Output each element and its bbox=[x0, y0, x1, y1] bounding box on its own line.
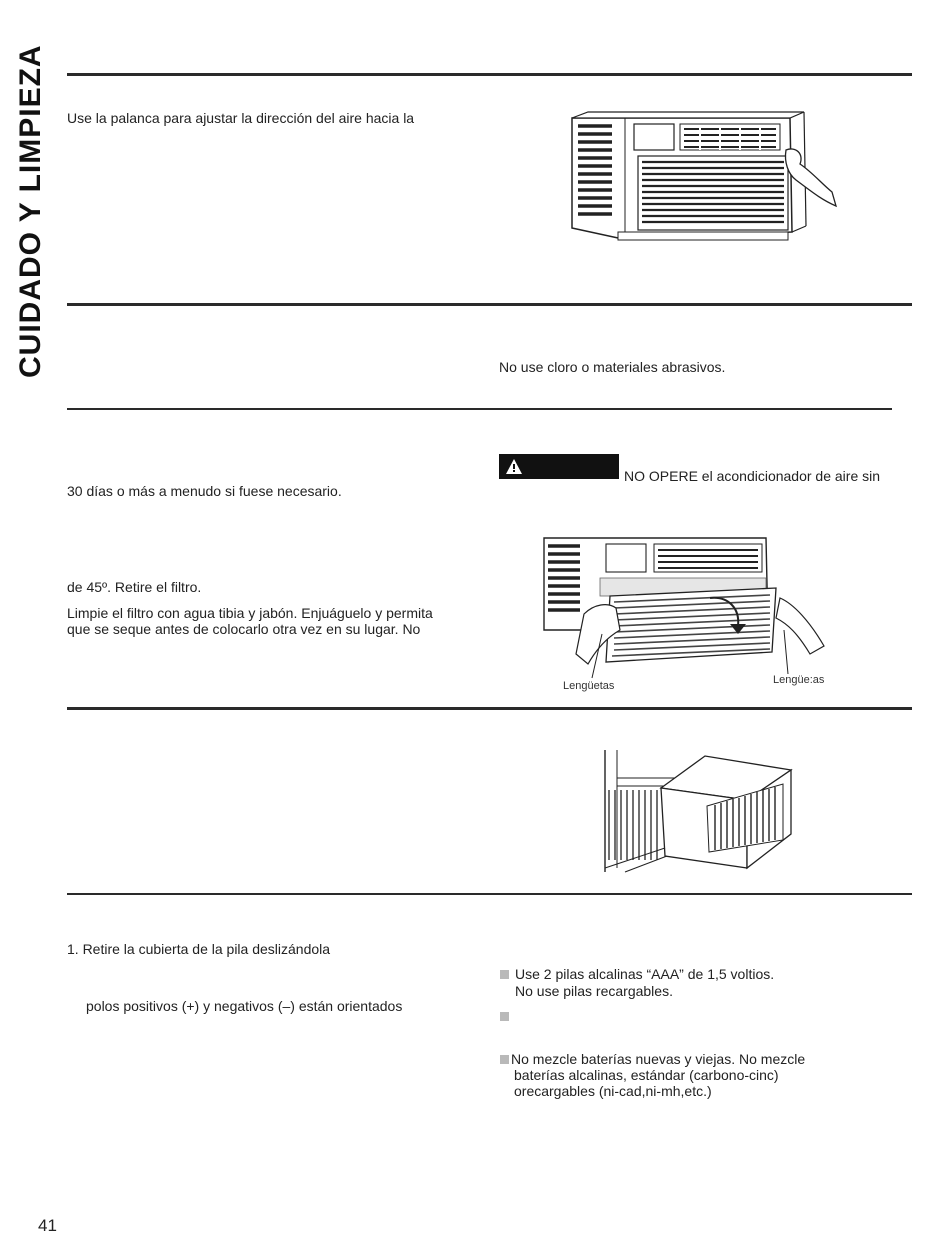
section-title: CUIDADO Y LIMPIEZA bbox=[14, 44, 47, 378]
warning-label-box bbox=[499, 454, 619, 479]
section-divider-3 bbox=[67, 408, 892, 410]
filter-removal-illustration bbox=[540, 534, 840, 684]
case-cleaning-text: No use cloro o materiales abrasivos. bbox=[499, 359, 726, 375]
battery-bullet-3-line-1: No mezcle baterías nuevas y viejas. No mezcle bbox=[511, 1051, 806, 1067]
battery-bullet-3-line-3: orecargables (ni-cad,ni-mh,etc.) bbox=[514, 1083, 712, 1099]
air-conditioner-front-illustration bbox=[560, 110, 840, 250]
section-divider-5 bbox=[67, 893, 912, 895]
filter-angle-text: de 45º. Retire el filtro. bbox=[67, 579, 202, 595]
battery-bullet-1-line-1: Use 2 pilas alcalinas “AAA” de 1,5 voltios. bbox=[515, 966, 775, 982]
filter-interval-text: 30 días o más a menudo si fuese necesario. bbox=[67, 483, 342, 499]
section-divider-1 bbox=[67, 73, 912, 76]
window-unit-illustration bbox=[595, 748, 805, 874]
bullet-square-icon bbox=[500, 1055, 509, 1064]
bullet-square-icon bbox=[500, 970, 509, 979]
section-divider-2 bbox=[67, 303, 912, 306]
warning-text: NO OPERE el acondicionador de aire sin bbox=[624, 468, 881, 484]
filter-clean-text-1: Limpie el filtro con agua tibia y jabón. Enjuáguelo y permita bbox=[67, 605, 433, 621]
battery-bullet-1-line-2: No use pilas recargables. bbox=[515, 983, 673, 999]
battery-bullet-2 bbox=[500, 1008, 515, 1025]
battery-bullet-3 bbox=[500, 1051, 805, 1068]
section-divider-4 bbox=[67, 707, 912, 710]
airflow-text: Use la palanca para ajustar la dirección del aire hacia la bbox=[67, 110, 415, 126]
warning-icon bbox=[505, 458, 523, 475]
battery-bullet-1 bbox=[500, 966, 774, 983]
filter-clean-text-2: que se seque antes de colocarlo otra vez en su lugar. No bbox=[67, 621, 421, 637]
remote-step-1: 1. Retire la cubierta de la pila deslizándola bbox=[67, 941, 331, 957]
bullet-square-icon bbox=[500, 1012, 509, 1021]
page-number: 41 bbox=[38, 1216, 57, 1235]
tab-label-left: Lengüetas bbox=[563, 680, 615, 692]
tab-label-right: Lengüe:as bbox=[773, 674, 825, 686]
battery-bullet-3-line-2: baterías alcalinas, estándar (carbono-cinc) bbox=[514, 1067, 779, 1083]
remote-step-2: polos positivos (+) y negativos (–) están orientados bbox=[86, 998, 403, 1014]
